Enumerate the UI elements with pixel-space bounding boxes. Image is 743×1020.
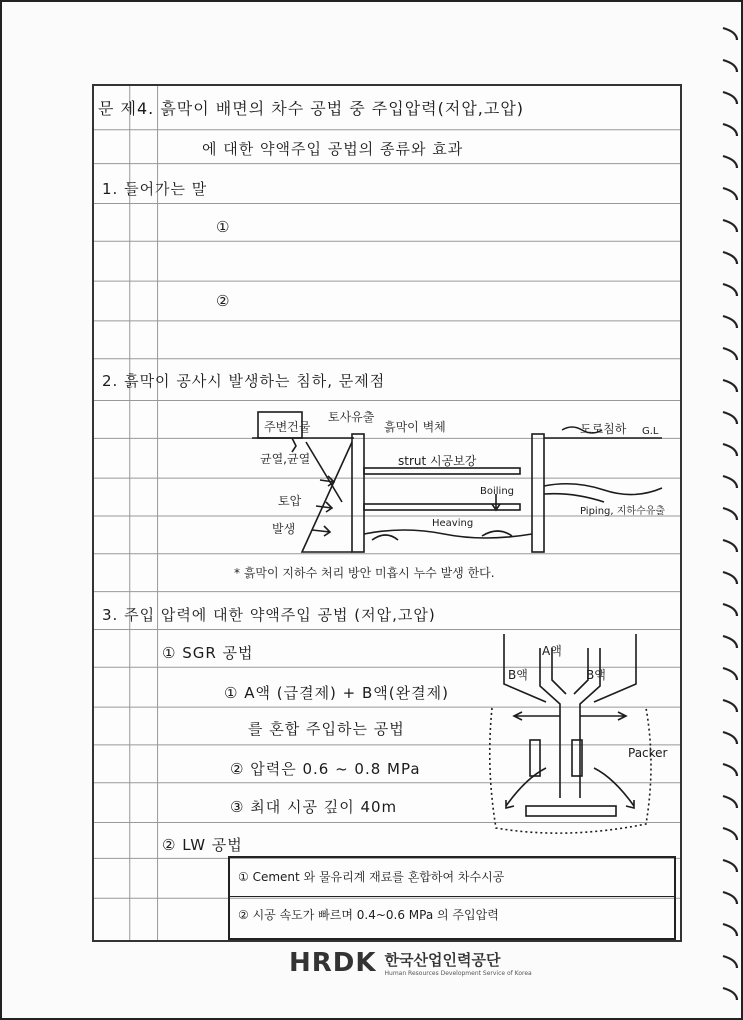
section2-note: * 흙막이 지하수 처리 방안 미흡시 누수 발생 한다. bbox=[234, 566, 495, 580]
section1-heading: 1. 들어가는 말 bbox=[102, 180, 208, 198]
diagram-wall-label: 흙막이 벽체 bbox=[384, 420, 446, 434]
logo-english-name: Human Resources Development Service of Korea bbox=[384, 970, 532, 977]
sgr-line4: ③ 최대 시공 깊이 40m bbox=[230, 798, 398, 816]
sgr-label-b-right: B액 bbox=[586, 668, 606, 682]
lw-heading: ② LW 공법 bbox=[162, 836, 243, 854]
section1-item1: ① bbox=[216, 218, 231, 236]
diagram-heaving-label: Heaving bbox=[432, 518, 474, 529]
question-subtitle: 에 대한 약액주입 공법의 종류와 효과 bbox=[202, 140, 464, 158]
diagram-soil-outflow: 토사유출 bbox=[328, 410, 375, 424]
spiral-binding bbox=[719, 20, 741, 1020]
section3-heading: 3. 주입 압력에 대한 약액주입 공법 (저압,고압) bbox=[102, 606, 436, 624]
section2-heading: 2. 흙막이 공사시 발생하는 침하, 문제점 bbox=[102, 372, 386, 390]
sgr-line3: ② 압력은 0.6 ~ 0.8 MPa bbox=[230, 760, 421, 778]
logo-korean-name: 한국산업인력공단 bbox=[384, 951, 501, 969]
sgr-label-b-left: B액 bbox=[508, 668, 528, 682]
question-title: 문 제4. 흙막이 배면의 차수 공법 중 주입압력(저압,고압) bbox=[98, 99, 525, 118]
diagram-road-label: 도로침하 bbox=[580, 422, 627, 436]
diagram-gl-label: G.L bbox=[642, 426, 659, 437]
logo-mark: HRDK bbox=[289, 948, 377, 978]
diagram-crack: 균열,균열 bbox=[260, 452, 311, 466]
sgr-line2: 를 혼합 주입하는 공법 bbox=[248, 720, 405, 738]
sgr-heading: ① SGR 공법 bbox=[162, 644, 254, 662]
lw-box-line1: ① Cement 와 물유리계 재료를 혼합하여 차수시공 bbox=[238, 870, 505, 884]
sgr-label-a: A액 bbox=[542, 644, 562, 658]
sgr-line1: ① A액 (급결제) + B액(완결제) bbox=[224, 684, 449, 702]
section1-item2: ② bbox=[216, 292, 231, 310]
hrdk-logo bbox=[289, 948, 532, 978]
diagram-occurs: 발생 bbox=[272, 522, 296, 536]
diagram-strut-label: strut 시공보강 bbox=[398, 454, 477, 468]
diagram-boiling-label: Boiling bbox=[480, 486, 514, 497]
diagram-piping-label: Piping, 지하수유출 bbox=[580, 506, 666, 517]
lw-box-line2: ② 시공 속도가 빠르며 0.4~0.6 MPa 의 주입압력 bbox=[238, 908, 499, 922]
diagram-earth-pressure: 토압 bbox=[278, 494, 302, 508]
sgr-label-packer: Packer bbox=[628, 746, 668, 760]
diagram-building: 주변건물 bbox=[264, 420, 311, 434]
sgr-diagram bbox=[486, 628, 656, 838]
